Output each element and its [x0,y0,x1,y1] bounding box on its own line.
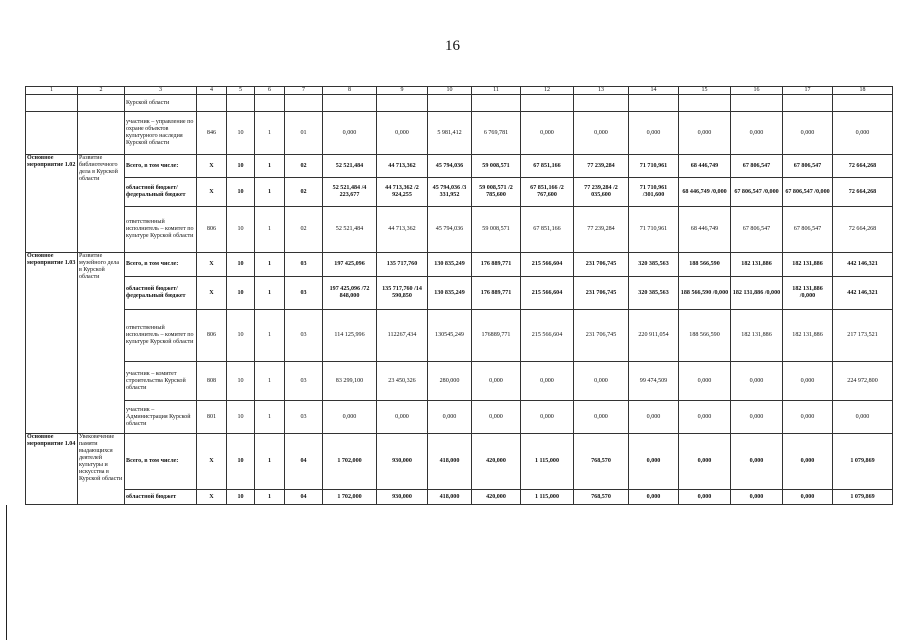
source-cell: Всего, в том числе: [125,155,197,178]
value-cell [679,95,731,112]
value-cell: 1 115,000 [521,434,574,490]
value-cell: 130 835,249 [428,253,472,277]
value-cell: 130545,249 [428,310,472,362]
value-cell: 0,000 [629,401,679,434]
value-cell: 197 425,096 /72 848,000 [323,277,377,310]
page-number: 16 [445,38,460,54]
value-cell: 231 706,745 [574,310,629,362]
value-cell: 67 806,547 [783,207,833,253]
value-cell: 220 911,054 [629,310,679,362]
value-cell: 1 [255,434,285,490]
event-code-cell: Основное мероприятие 1.03 [26,253,78,434]
value-cell: 04 [285,434,323,490]
value-cell [428,95,472,112]
value-cell: Х [197,178,227,207]
value-cell: 0,000 [783,490,833,505]
source-cell: Курской области [125,95,197,112]
value-cell: 03 [285,277,323,310]
value-cell: 217 173,521 [833,310,893,362]
value-cell: 71 710,961 /301,600 [629,178,679,207]
value-cell: 0,000 [783,362,833,401]
value-cell [227,95,255,112]
value-cell: 10 [227,207,255,253]
value-cell: 182 131,886 [731,253,783,277]
source-cell: ответственный исполнитель – комитет по культуре Курской области [125,207,197,253]
value-cell: 1 702,000 [323,434,377,490]
value-cell: 10 [227,155,255,178]
value-cell: 0,000 [783,401,833,434]
value-cell [521,95,574,112]
value-cell: 67 806,547 /0,000 [731,178,783,207]
value-cell: 0,000 [833,112,893,155]
value-cell: 67 806,547 /0,000 [783,178,833,207]
column-number: 11 [472,87,521,95]
event-name-cell: Развитие библиотечного дела в Курской области [78,155,125,253]
event-code-cell [26,112,78,155]
value-cell: 442 146,321 [833,277,893,310]
value-cell: 44 713,362 [377,155,428,178]
value-cell: 0,000 [731,112,783,155]
value-cell: 59 008,571 /2 785,600 [472,178,521,207]
value-cell: 0,000 [323,401,377,434]
value-cell: 83 299,100 [323,362,377,401]
value-cell: Х [197,155,227,178]
column-number: 10 [428,87,472,95]
value-cell: 188 566,590 /0,000 [679,277,731,310]
table-row [26,253,893,277]
value-cell: 176889,771 [472,310,521,362]
value-cell: 215 566,604 [521,310,574,362]
value-cell: 806 [197,310,227,362]
value-cell: 0,000 [731,434,783,490]
source-cell: Всего, в том числе: [125,434,197,490]
value-cell: 176 889,771 [472,277,521,310]
value-cell: 182 131,886 [783,310,833,362]
value-cell: 1 [255,401,285,434]
value-cell: 1 [255,112,285,155]
value-cell: 135 717,760 /14 590,850 [377,277,428,310]
event-code-cell: Основное мероприятие 1.02 [26,155,78,253]
source-cell: областной бюджет/ федеральный бюджет [125,277,197,310]
column-number: 3 [125,87,197,95]
value-cell: 0,000 [629,434,679,490]
value-cell: 52 521,484 [323,155,377,178]
value-cell: 10 [227,178,255,207]
value-cell: Х [197,277,227,310]
value-cell: 420,000 [472,434,521,490]
value-cell: 68 446,749 [679,155,731,178]
budget-table [25,86,893,505]
value-cell: 930,000 [377,434,428,490]
value-cell: 0,000 [377,112,428,155]
value-cell: 182 131,886 [731,310,783,362]
column-number: 12 [521,87,574,95]
value-cell [197,95,227,112]
value-cell: 23 450,326 [377,362,428,401]
value-cell [285,95,323,112]
value-cell: 67 851,166 /2 767,600 [521,178,574,207]
value-cell: 188 566,590 [679,310,731,362]
value-cell: 215 566,604 [521,277,574,310]
value-cell: 112267,434 [377,310,428,362]
value-cell: 442 146,321 [833,253,893,277]
event-name-cell [78,112,125,155]
value-cell: 10 [227,310,255,362]
value-cell: 03 [285,310,323,362]
value-cell: 71 710,961 [629,207,679,253]
value-cell: 1 [255,490,285,505]
value-cell: 0,000 [833,401,893,434]
value-cell: 10 [227,112,255,155]
value-cell: 0,000 [679,362,731,401]
value-cell: 1 [255,178,285,207]
value-cell: 182 131,886 /0,000 [783,277,833,310]
value-cell: 0,000 [731,490,783,505]
value-cell: 59 008,571 [472,155,521,178]
value-cell [833,95,893,112]
column-number: 18 [833,87,893,95]
value-cell: 03 [285,253,323,277]
table-row [26,277,893,310]
value-cell: 224 972,800 [833,362,893,401]
source-cell: Всего, в том числе: [125,253,197,277]
value-cell: 1 702,000 [323,490,377,505]
value-cell: 0,000 [472,401,521,434]
value-cell [629,95,679,112]
value-cell: 72 664,268 [833,155,893,178]
value-cell: 03 [285,401,323,434]
value-cell: 801 [197,401,227,434]
source-cell: участник – Администрация Курской области [125,401,197,434]
column-number: 2 [78,87,125,95]
value-cell: 280,000 [428,362,472,401]
event-code-cell [26,95,78,112]
value-cell: 930,000 [377,490,428,505]
value-cell: 10 [227,490,255,505]
event-name-cell [78,95,125,112]
value-cell: 846 [197,112,227,155]
value-cell: 5 981,412 [428,112,472,155]
table-row [26,178,893,207]
value-cell: 231 706,745 [574,253,629,277]
value-cell: 418,000 [428,490,472,505]
value-cell: 0,000 [783,112,833,155]
table-row [26,490,893,505]
value-cell: 1 [255,253,285,277]
value-cell [255,95,285,112]
value-cell: 320 385,563 [629,253,679,277]
value-cell: 0,000 [679,490,731,505]
value-cell: 03 [285,362,323,401]
source-cell: участник – комитет строительства Курской области [125,362,197,401]
event-code-cell: Основное мероприятие 1.04 [26,434,78,505]
value-cell: 45 794,036 [428,207,472,253]
value-cell: 59 008,571 [472,207,521,253]
source-cell: ответственный исполнитель – комитет по культуре Курской области [125,310,197,362]
value-cell: 45 794,036 /3 331,952 [428,178,472,207]
value-cell: 0,000 [323,112,377,155]
value-cell: 768,570 [574,434,629,490]
value-cell: 0,000 [679,112,731,155]
column-number: 9 [377,87,428,95]
table-row [26,112,893,155]
column-number: 6 [255,87,285,95]
value-cell: 67 851,166 [521,155,574,178]
event-name-cell: Развитие музейного дела в Курской области [78,253,125,434]
value-cell: 320 385,563 [629,277,679,310]
value-cell: 10 [227,253,255,277]
value-cell: Х [197,253,227,277]
value-cell: 04 [285,490,323,505]
value-cell: 1 [255,277,285,310]
table-row [26,207,893,253]
value-cell: 52 521,484 /4 223,677 [323,178,377,207]
value-cell: 68 446,749 /0,000 [679,178,731,207]
column-number: 1 [26,87,78,95]
value-cell: 0,000 [521,401,574,434]
value-cell: 0,000 [629,112,679,155]
value-cell: 0,000 [521,362,574,401]
value-cell: 0,000 [574,401,629,434]
value-cell: 44 713,362 /2 924,255 [377,178,428,207]
value-cell: 68 446,749 [679,207,731,253]
value-cell: 418,000 [428,434,472,490]
value-cell: 130 835,249 [428,277,472,310]
value-cell: 01 [285,112,323,155]
value-cell: 1 115,000 [521,490,574,505]
value-cell: 182 131,886 /0,000 [731,277,783,310]
table-row [26,401,893,434]
value-cell: 1 [255,207,285,253]
column-number: 7 [285,87,323,95]
value-cell: 0,000 [679,401,731,434]
value-cell: 768,570 [574,490,629,505]
value-cell: 0,000 [574,362,629,401]
value-cell: 0,000 [472,362,521,401]
value-cell: 0,000 [629,490,679,505]
column-number: 14 [629,87,679,95]
value-cell: 71 710,961 [629,155,679,178]
value-cell: 77 239,284 [574,155,629,178]
page-edge-line [6,505,7,640]
value-cell: 02 [285,155,323,178]
value-cell: 67 806,547 [731,207,783,253]
value-cell: 10 [227,401,255,434]
value-cell: Х [197,490,227,505]
value-cell: 806 [197,207,227,253]
value-cell: 1 079,869 [833,434,893,490]
column-number-row [26,87,893,95]
value-cell: Х [197,434,227,490]
value-cell: 77 239,284 [574,207,629,253]
value-cell: 182 131,886 [783,253,833,277]
value-cell: 0,000 [574,112,629,155]
value-cell: 1 [255,310,285,362]
value-cell: 99 474,509 [629,362,679,401]
table-row [26,310,893,362]
value-cell: 808 [197,362,227,401]
value-cell: 10 [227,362,255,401]
value-cell: 135 717,760 [377,253,428,277]
value-cell: 44 713,362 [377,207,428,253]
value-cell [323,95,377,112]
value-cell: 1 [255,155,285,178]
column-number: 13 [574,87,629,95]
source-cell: областной бюджет [125,490,197,505]
value-cell: 67 806,547 [731,155,783,178]
value-cell: 1 [255,362,285,401]
table-row [26,362,893,401]
value-cell: 0,000 [377,401,428,434]
column-number: 15 [679,87,731,95]
value-cell: 10 [227,434,255,490]
column-number: 4 [197,87,227,95]
table-row [26,434,893,490]
table-row [26,155,893,178]
value-cell: 176 889,771 [472,253,521,277]
value-cell: 0,000 [679,434,731,490]
value-cell: 0,000 [783,434,833,490]
value-cell: 231 706,745 [574,277,629,310]
value-cell: 0,000 [731,362,783,401]
value-cell: 45 794,036 [428,155,472,178]
value-cell [377,95,428,112]
value-cell: 0,000 [731,401,783,434]
source-cell: областной бюджет/ федеральный бюджет [125,178,197,207]
value-cell [574,95,629,112]
source-cell: участник – управление по охране объектов культурного наследия Курской области [125,112,197,155]
value-cell: 72 664,268 [833,178,893,207]
value-cell: 02 [285,207,323,253]
value-cell: 77 239,284 /2 035,600 [574,178,629,207]
value-cell: 67 806,547 [783,155,833,178]
column-number: 16 [731,87,783,95]
column-number: 5 [227,87,255,95]
value-cell: 420,000 [472,490,521,505]
column-number: 17 [783,87,833,95]
value-cell: 1 079,869 [833,490,893,505]
value-cell: 02 [285,178,323,207]
value-cell: 10 [227,277,255,310]
event-name-cell: Увековечение памяти выдающихся деятелей культуры и искусства в Курской области [78,434,125,505]
value-cell: 72 664,268 [833,207,893,253]
value-cell: 52 521,484 [323,207,377,253]
value-cell [783,95,833,112]
value-cell [472,95,521,112]
value-cell [731,95,783,112]
value-cell: 188 566,590 [679,253,731,277]
value-cell: 114 125,996 [323,310,377,362]
column-number: 8 [323,87,377,95]
value-cell: 0,000 [428,401,472,434]
table-row [26,95,893,112]
value-cell: 0,000 [521,112,574,155]
value-cell: 197 425,096 [323,253,377,277]
value-cell: 6 769,781 [472,112,521,155]
value-cell: 215 566,604 [521,253,574,277]
value-cell: 67 851,166 [521,207,574,253]
